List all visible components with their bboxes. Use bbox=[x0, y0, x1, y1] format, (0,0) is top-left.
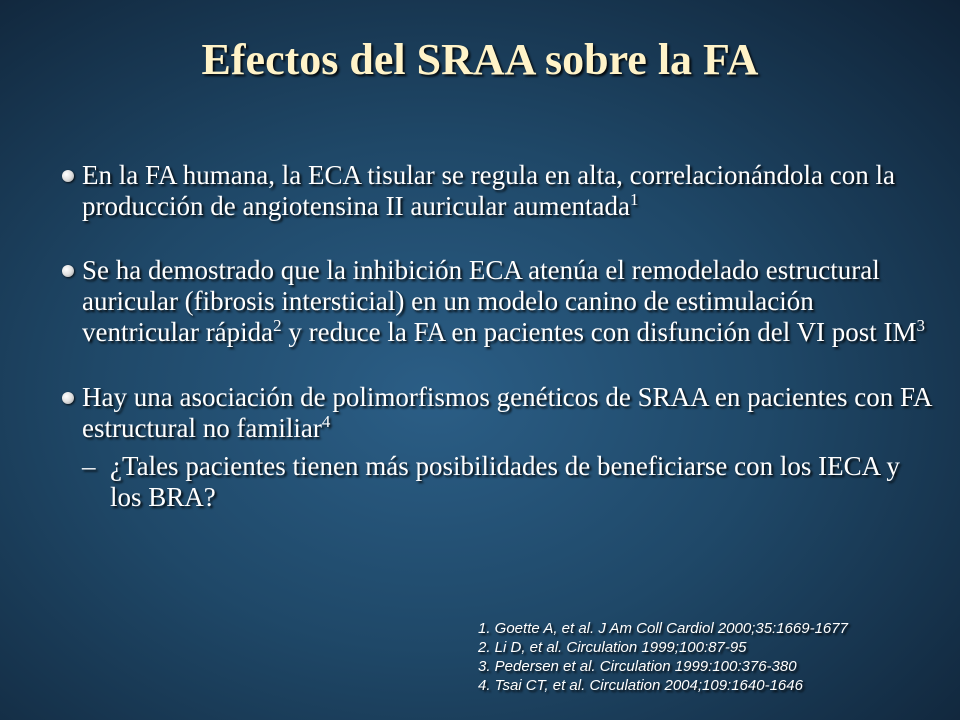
reference-item: 1. Goette A, et al. J Am Coll Cardiol 2000;35:1669-1677 bbox=[478, 620, 848, 637]
bullet-list bbox=[62, 160, 932, 513]
bullet-dot-icon bbox=[62, 170, 74, 182]
bullet-text: Hay una asociación de polimorfismos genéticos de SRAA en pacientes con FA estructural no familiar bbox=[82, 382, 932, 443]
bullet-dot-icon bbox=[62, 265, 74, 277]
citation-marker: 3 bbox=[916, 316, 925, 335]
slide-title: Efectos del SRAA sobre la FA bbox=[201, 35, 759, 84]
citation-marker: 1 bbox=[630, 190, 639, 209]
sub-bullet-item bbox=[62, 451, 932, 513]
citation-marker: 2 bbox=[273, 316, 282, 335]
bullet-text-continued: y reduce la FA en pacientes con disfunción del VI post IM bbox=[281, 317, 917, 347]
bullet-item-2 bbox=[62, 255, 932, 348]
bullet-text: En la FA humana, la ECA tisular se regula en alta, correlacionándola con la producción de angiotensina II auricular aumentada bbox=[82, 160, 895, 221]
reference-item: 2. Li D, et al. Circulation 1999;100:87-95 bbox=[478, 639, 747, 656]
citation-marker: 4 bbox=[321, 412, 331, 431]
sub-bullet-dash: – bbox=[82, 451, 96, 481]
reference-item: 3. Pedersen et al. Circulation 1999:100:376-380 bbox=[478, 658, 797, 675]
bullet-item-1 bbox=[62, 160, 932, 222]
reference-list bbox=[478, 619, 848, 695]
reference-item: 4. Tsai CT, et al. Circulation 2004;109:1640-1646 bbox=[478, 677, 803, 694]
bullet-text: Se ha demostrado que la inhibición ECA atenúa el remodelado estructural auricular (fibrosis intersticial) en un modelo canino de estimulación ventricular rápida bbox=[82, 255, 880, 347]
sub-bullet-text: ¿Tales pacientes tienen más posibilidades de beneficiarse con los IECA y los BRA? bbox=[110, 451, 900, 512]
bullet-dot-icon bbox=[62, 392, 74, 404]
bullet-item-3 bbox=[62, 382, 932, 444]
